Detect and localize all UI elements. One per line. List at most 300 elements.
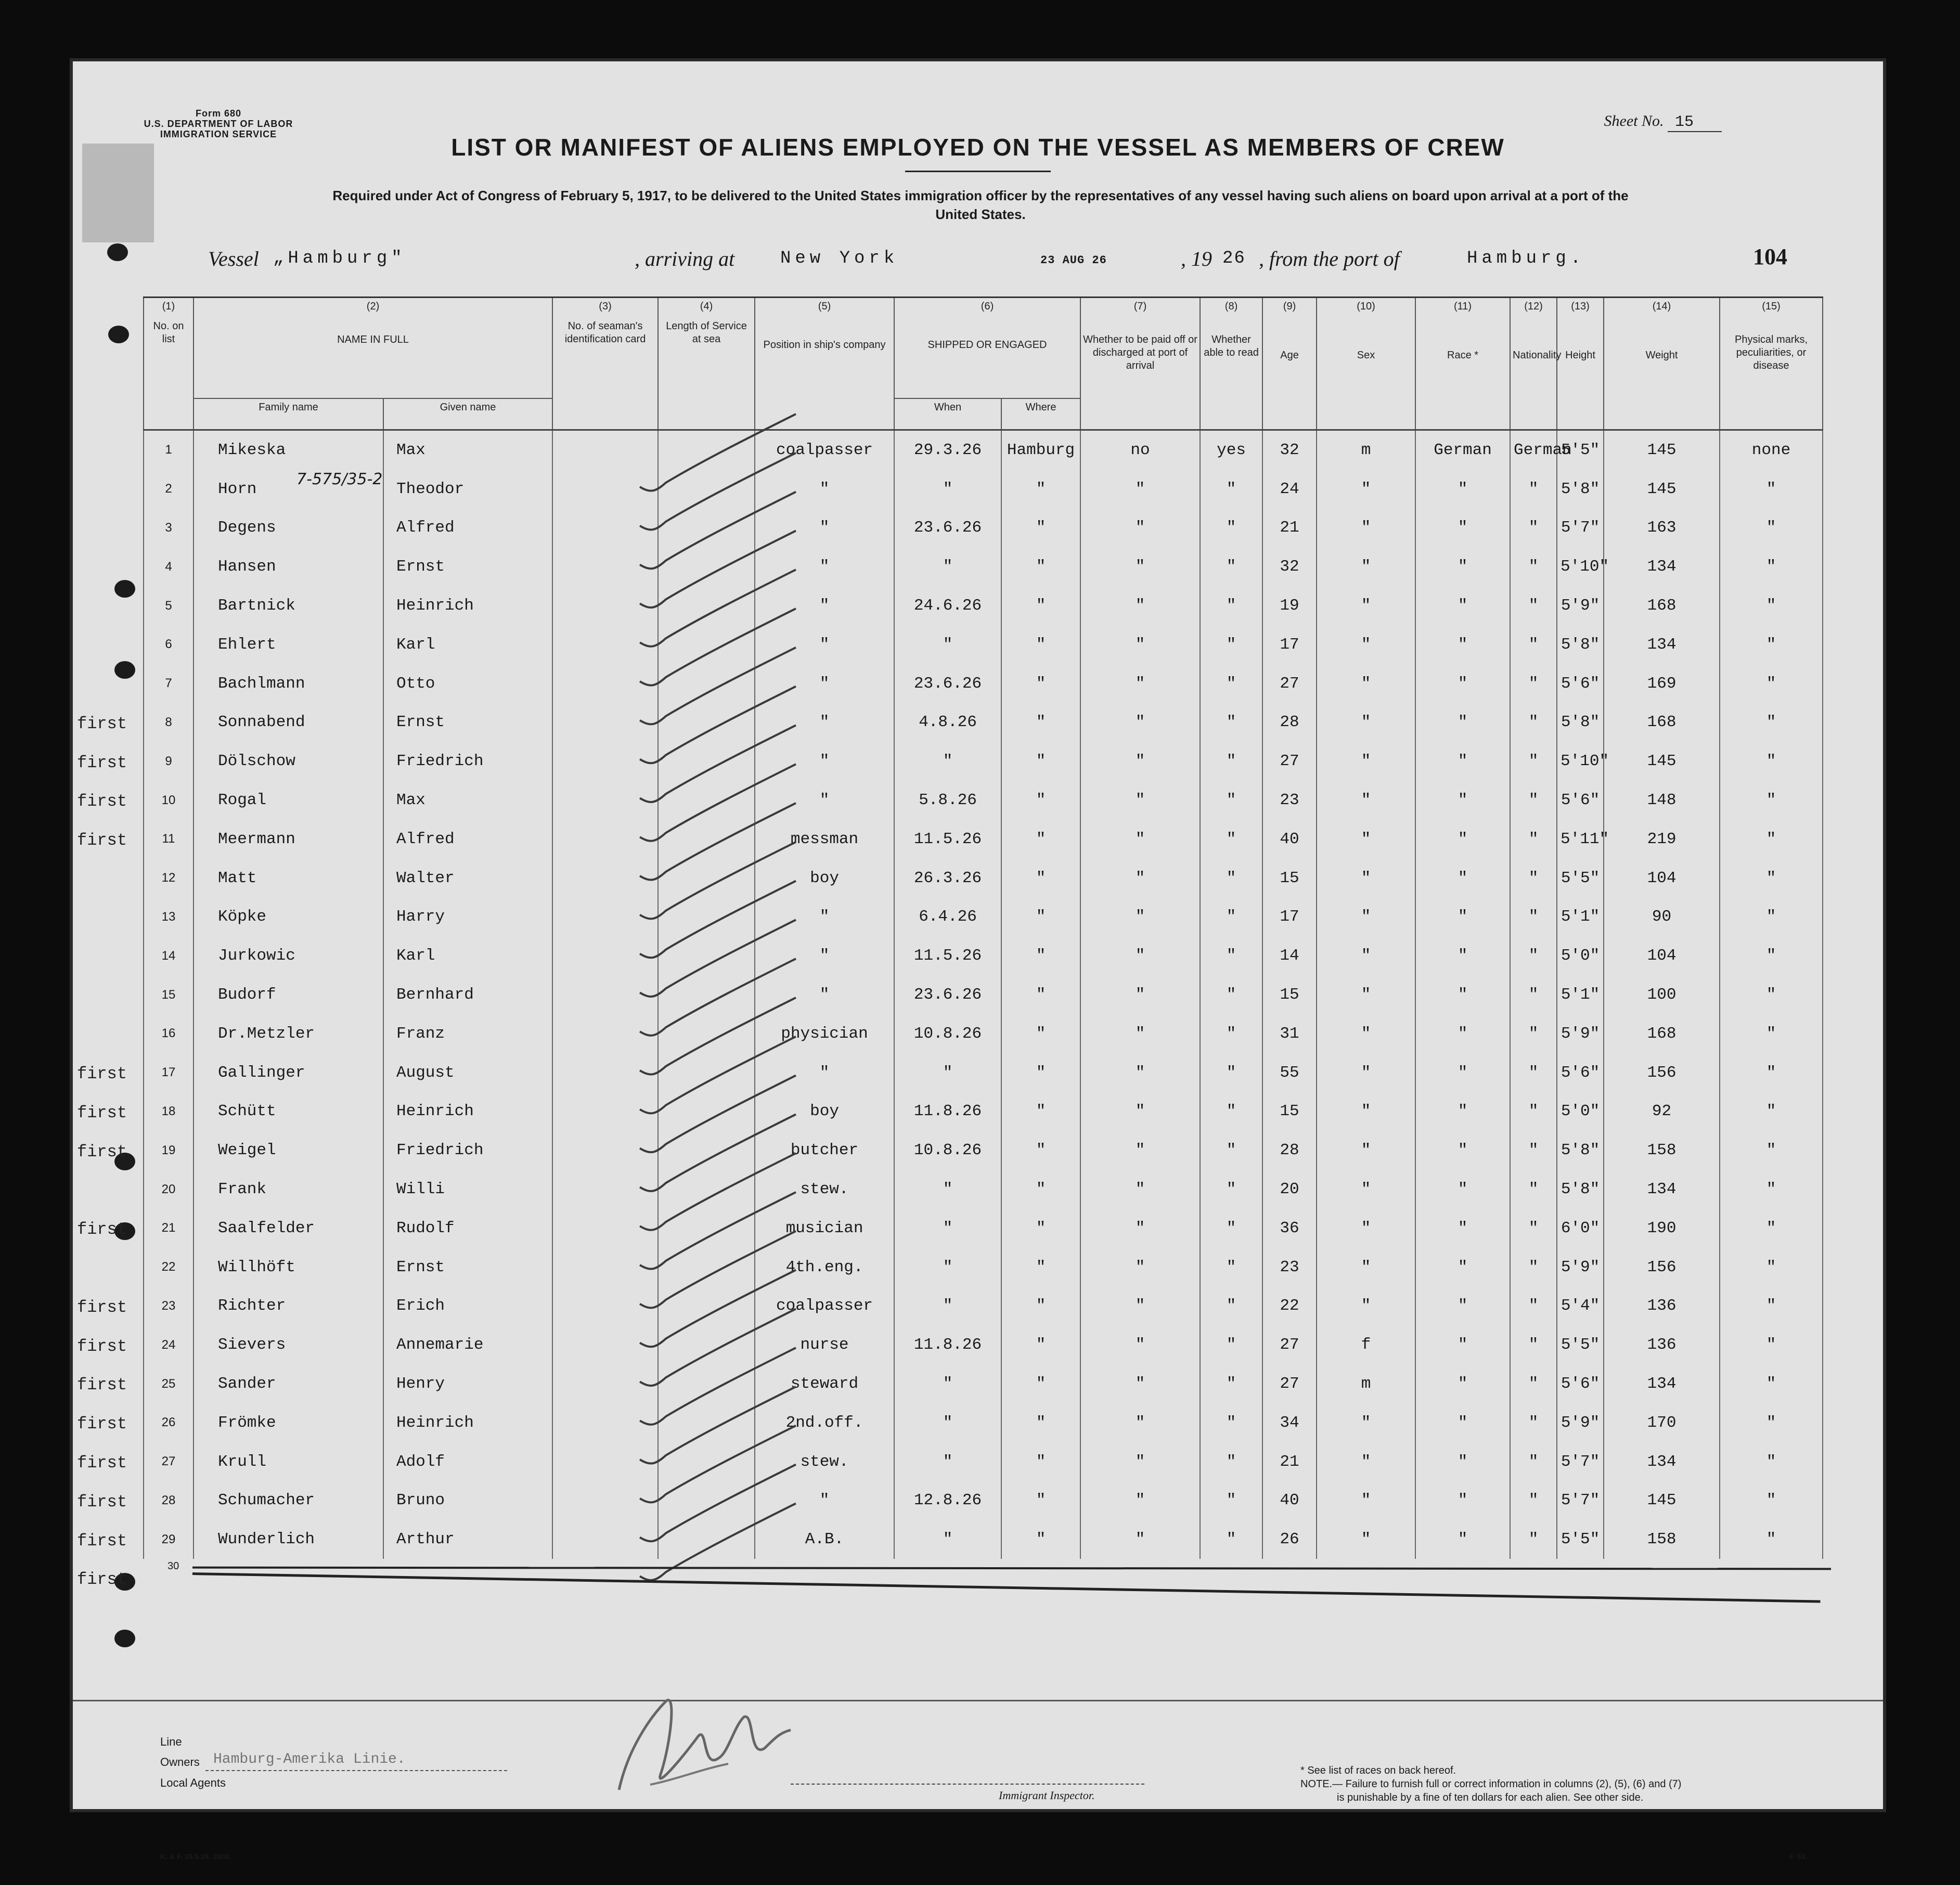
col-14-number: (14) (1604, 298, 1720, 318)
age-cell: 22 (1262, 1287, 1317, 1326)
height-cell: 5'6" (1557, 664, 1604, 703)
weight-cell: 100 (1604, 975, 1720, 1014)
physical-marks-cell: " (1720, 781, 1823, 820)
age-cell: 17 (1262, 898, 1317, 937)
shipped-when-cell: " (894, 1209, 1001, 1248)
position-cell: stew. (755, 1442, 894, 1481)
able-read-cell: " (1200, 1287, 1262, 1326)
position-cell: coalpasser (755, 430, 894, 470)
sex-cell: " (1317, 509, 1415, 548)
shipped-when-cell: " (894, 1053, 1001, 1092)
able-read-cell: " (1200, 859, 1262, 898)
position-cell: steward (755, 1364, 894, 1403)
footnote (1300, 1764, 1681, 1804)
able-read-cell: " (1200, 625, 1262, 664)
header-sex: Sex (1317, 318, 1415, 430)
age-cell: 23 (1262, 781, 1317, 820)
nationality-cell: German (1510, 430, 1557, 470)
weight-cell: 169 (1604, 664, 1720, 703)
age-cell: 27 (1262, 664, 1317, 703)
header-no-on-list: No. on list (144, 318, 194, 430)
physical-marks-cell: " (1720, 664, 1823, 703)
weight-cell: 134 (1604, 625, 1720, 664)
nationality-cell: " (1510, 1131, 1557, 1170)
punch-hole (114, 661, 135, 679)
paid-off-cell: " (1080, 625, 1200, 664)
family-name-cell: Schütt (194, 1092, 383, 1131)
row-number: 12 (144, 859, 194, 898)
table-row (144, 430, 1823, 470)
sex-cell: " (1317, 1287, 1415, 1326)
height-cell: 5'7" (1557, 1481, 1604, 1520)
sex-cell: " (1317, 1092, 1415, 1131)
sex-cell: m (1317, 1364, 1415, 1403)
check-mark (640, 1114, 796, 1191)
form-code: F. 53. (1789, 1852, 1808, 1861)
table-row (144, 586, 1823, 625)
row-number: 9 (144, 742, 194, 781)
shipped-when-cell: " (894, 625, 1001, 664)
paid-off-cell: " (1080, 703, 1200, 742)
nationality-cell: " (1510, 1014, 1557, 1053)
arrival-date-stamp: 23 AUG 26 (1040, 254, 1107, 267)
nationality-cell: " (1510, 1442, 1557, 1481)
sex-cell: " (1317, 898, 1415, 937)
position-cell: A.B. (755, 1520, 894, 1559)
table-row (144, 1442, 1823, 1481)
paid-off-cell: " (1080, 898, 1200, 937)
row-number: 2 (144, 470, 194, 509)
table-row (144, 1248, 1823, 1287)
age-cell: 36 (1262, 1209, 1317, 1248)
shipped-where-cell: " (1001, 1209, 1080, 1248)
weight-cell: 134 (1604, 547, 1720, 586)
age-cell: 55 (1262, 1053, 1317, 1092)
header-shipped-engaged: SHIPPED OR ENGAGED (894, 318, 1080, 398)
weight-cell: 104 (1604, 859, 1720, 898)
shipped-where-cell: " (1001, 975, 1080, 1014)
margin-note-first: first (77, 1492, 127, 1512)
shipped-where-cell: " (1001, 625, 1080, 664)
family-name-cell: Gallinger (194, 1053, 383, 1092)
age-cell: 15 (1262, 975, 1317, 1014)
age-cell: 26 (1262, 1520, 1317, 1559)
family-name-cell: Mikeska (194, 430, 383, 470)
height-cell: 5'7" (1557, 509, 1604, 548)
position-cell: " (755, 1481, 894, 1520)
row-number: 20 (144, 1170, 194, 1209)
shipped-when-cell: " (894, 1520, 1001, 1559)
race-cell: " (1415, 975, 1510, 1014)
shipped-when-cell: 5.8.26 (894, 781, 1001, 820)
able-read-cell: " (1200, 1248, 1262, 1287)
height-cell: 5'1" (1557, 898, 1604, 937)
paid-off-cell: " (1080, 1520, 1200, 1559)
weight-cell: 219 (1604, 820, 1720, 859)
punch-hole (107, 243, 128, 261)
check-mark (640, 998, 796, 1075)
paid-off-cell: " (1080, 1481, 1200, 1520)
shipped-when-cell: " (894, 1442, 1001, 1481)
sex-cell: " (1317, 1209, 1415, 1248)
weight-cell: 158 (1604, 1131, 1720, 1170)
header-physical-marks: Physical marks, peculiarities, or disease (1720, 318, 1823, 430)
paid-off-cell: " (1080, 470, 1200, 509)
row-number: 1 (144, 430, 194, 470)
shipped-when-cell: 10.8.26 (894, 1131, 1001, 1170)
height-cell: 5'11" (1557, 820, 1604, 859)
position-cell: boy (755, 1092, 894, 1131)
margin-note-first: first (77, 1142, 127, 1161)
table-row (144, 1092, 1823, 1131)
family-name-cell: Willhöft (194, 1248, 383, 1287)
race-cell: " (1415, 586, 1510, 625)
sex-cell: f (1317, 1325, 1415, 1364)
able-read-cell: " (1200, 975, 1262, 1014)
row-number: 14 (144, 936, 194, 975)
header-name-in-full: NAME IN FULL (194, 318, 552, 398)
height-cell: 5'10" (1557, 547, 1604, 586)
table-row (144, 1287, 1823, 1326)
col-15-number: (15) (1720, 298, 1823, 318)
age-cell: 15 (1262, 1092, 1317, 1131)
shipped-where-cell: " (1001, 1481, 1080, 1520)
table-row (144, 1053, 1823, 1092)
row-number: 15 (144, 975, 194, 1014)
margin-note-first: first (77, 1414, 127, 1434)
nationality-cell: " (1510, 625, 1557, 664)
height-cell: 5'5" (1557, 859, 1604, 898)
check-mark (640, 531, 796, 608)
row-number: 5 (144, 586, 194, 625)
paid-off-cell: " (1080, 664, 1200, 703)
cancel-line (192, 1572, 1821, 1603)
arriving-label: , arriving at (635, 247, 735, 270)
row-number: 29 (144, 1520, 194, 1559)
able-read-cell: " (1200, 1364, 1262, 1403)
col-12-number: (12) (1510, 298, 1557, 318)
shipped-when-cell: 11.5.26 (894, 820, 1001, 859)
given-name-cell: Karl (383, 625, 552, 664)
manifest-sheet (73, 61, 1883, 1861)
paid-off-cell: " (1080, 820, 1200, 859)
header-weight: Weight (1604, 318, 1720, 430)
shipped-where-cell: " (1001, 1131, 1080, 1170)
family-name-cell: Ehlert (194, 625, 383, 664)
table-row (144, 547, 1823, 586)
weight-cell: 145 (1604, 470, 1720, 509)
local-agents-label: Local Agents (160, 1776, 226, 1789)
shipped-when-cell: " (894, 1170, 1001, 1209)
col-8-number: (8) (1200, 298, 1262, 318)
race-cell: " (1415, 936, 1510, 975)
check-mark (640, 1348, 796, 1425)
given-name-cell: Max (383, 430, 552, 470)
paid-off-cell: " (1080, 1170, 1200, 1209)
weight-cell: 190 (1604, 1209, 1720, 1248)
age-cell: 14 (1262, 936, 1317, 975)
height-cell: 5'6" (1557, 1053, 1604, 1092)
department-name: U.S. DEPARTMENT OF LABOR (144, 119, 293, 129)
shipped-when-cell: " (894, 547, 1001, 586)
nationality-cell: " (1510, 509, 1557, 548)
given-name-cell: Bernhard (383, 975, 552, 1014)
position-cell: " (755, 742, 894, 781)
family-name-cell: Sievers (194, 1325, 383, 1364)
given-name-cell: Franz (383, 1014, 552, 1053)
table-row (144, 703, 1823, 742)
margin-note-first: first (77, 1570, 127, 1590)
weight-cell: 156 (1604, 1248, 1720, 1287)
nationality-cell: " (1510, 859, 1557, 898)
race-cell: " (1415, 1442, 1510, 1481)
race-cell: " (1415, 1248, 1510, 1287)
weight-cell: 92 (1604, 1092, 1720, 1131)
header-id-card: No. of seaman's identification card (552, 318, 658, 430)
paid-off-cell: no (1080, 430, 1200, 470)
able-read-cell: " (1200, 1131, 1262, 1170)
sheet-number-value: 15 (1668, 113, 1722, 132)
position-cell: " (755, 1053, 894, 1092)
physical-marks-cell: " (1720, 1442, 1823, 1481)
check-mark (640, 1270, 796, 1347)
position-cell: " (755, 586, 894, 625)
able-read-cell: " (1200, 1520, 1262, 1559)
shipped-where-cell: " (1001, 859, 1080, 898)
check-mark (640, 1309, 796, 1386)
shipped-where-cell: " (1001, 1287, 1080, 1326)
sex-cell: " (1317, 1170, 1415, 1209)
able-read-cell: " (1200, 936, 1262, 975)
shipped-when-cell: 12.8.26 (894, 1481, 1001, 1520)
header-nationality: Nationality (1510, 318, 1557, 430)
shipped-when-cell: " (894, 1287, 1001, 1326)
closing-line (192, 1567, 1831, 1570)
given-name-cell: Heinrich (383, 586, 552, 625)
able-read-cell: " (1200, 703, 1262, 742)
nationality-cell: " (1510, 1209, 1557, 1248)
position-cell: physician (755, 1014, 894, 1053)
nationality-cell: " (1510, 1481, 1557, 1520)
able-read-cell: " (1200, 1209, 1262, 1248)
shipped-where-cell: " (1001, 586, 1080, 625)
weight-cell: 168 (1604, 703, 1720, 742)
table-row (144, 936, 1823, 975)
position-cell: stew. (755, 1170, 894, 1209)
family-name-cell: Bartnick (194, 586, 383, 625)
shipped-when-cell: 11.5.26 (894, 936, 1001, 975)
col-7-number: (7) (1080, 298, 1200, 318)
able-read-cell: " (1200, 1014, 1262, 1053)
sex-cell: m (1317, 430, 1415, 470)
position-cell: 4th.eng. (755, 1248, 894, 1287)
sex-cell: " (1317, 1481, 1415, 1520)
margin-note-first: first (77, 1336, 127, 1356)
row-number: 27 (144, 1442, 194, 1481)
race-cell: " (1415, 1481, 1510, 1520)
sex-cell: " (1317, 625, 1415, 664)
height-cell: 5'6" (1557, 1364, 1604, 1403)
margin-note-first: first (77, 753, 127, 772)
height-cell: 5'5" (1557, 1520, 1604, 1559)
position-cell: " (755, 936, 894, 975)
physical-marks-cell: " (1720, 742, 1823, 781)
margin-note-first: first (77, 1103, 127, 1122)
check-mark (640, 959, 796, 1036)
shipped-when-cell: " (894, 1364, 1001, 1403)
race-cell: " (1415, 664, 1510, 703)
given-name-cell: Willi (383, 1170, 552, 1209)
departure-port: Hamburg. (1467, 249, 1585, 268)
table-row (144, 664, 1823, 703)
margin-note-first: first (77, 1453, 127, 1473)
height-cell: 5'8" (1557, 625, 1604, 664)
shipped-where-cell: " (1001, 1092, 1080, 1131)
able-read-cell: " (1200, 1053, 1262, 1092)
sheet-number-label: Sheet No. (1604, 112, 1664, 130)
check-mark (640, 648, 796, 725)
given-name-cell: Ernst (383, 703, 552, 742)
shipped-when-cell: " (894, 1403, 1001, 1442)
col-10-number: (10) (1317, 298, 1415, 318)
row-number: 23 (144, 1287, 194, 1326)
able-read-cell: " (1200, 1325, 1262, 1364)
given-name-cell: Otto (383, 664, 552, 703)
paid-off-cell: " (1080, 1092, 1200, 1131)
table-row (144, 820, 1823, 859)
shipped-where-cell: " (1001, 1170, 1080, 1209)
sex-cell: " (1317, 859, 1415, 898)
paid-off-cell: " (1080, 781, 1200, 820)
document-number: 104 (1753, 244, 1787, 269)
race-cell: " (1415, 1325, 1510, 1364)
nationality-cell: " (1510, 547, 1557, 586)
header-position: Position in ship's company (755, 318, 894, 430)
position-cell: " (755, 703, 894, 742)
age-cell: 17 (1262, 625, 1317, 664)
race-cell: " (1415, 742, 1510, 781)
physical-marks-cell: " (1720, 586, 1823, 625)
nationality-cell: " (1510, 586, 1557, 625)
row-number: 3 (144, 509, 194, 548)
check-mark (640, 414, 796, 491)
paid-off-cell: " (1080, 1442, 1200, 1481)
family-name-cell: Frömke (194, 1403, 383, 1442)
table-row (144, 1131, 1823, 1170)
sex-cell: " (1317, 742, 1415, 781)
shipped-when-cell: " (894, 742, 1001, 781)
check-mark (640, 453, 796, 530)
physical-marks-cell: " (1720, 509, 1823, 548)
nationality-cell: " (1510, 975, 1557, 1014)
row-number: 7 (144, 664, 194, 703)
sex-cell: " (1317, 664, 1415, 703)
given-name-cell: Friedrich (383, 742, 552, 781)
row-number: 26 (144, 1403, 194, 1442)
shipped-when-cell: 11.8.26 (894, 1325, 1001, 1364)
able-read-cell: " (1200, 586, 1262, 625)
weight-cell: 170 (1604, 1403, 1720, 1442)
position-cell: coalpasser (755, 1287, 894, 1326)
physical-marks-cell: " (1720, 859, 1823, 898)
row-number: 8 (144, 703, 194, 742)
race-cell: " (1415, 1014, 1510, 1053)
family-name-cell: Meermann (194, 820, 383, 859)
age-cell: 28 (1262, 1131, 1317, 1170)
family-name-cell: Hansen (194, 547, 383, 586)
check-mark (640, 920, 796, 997)
family-name-cell: Dr.Metzler (194, 1014, 383, 1053)
inspector-signature-line (791, 1784, 1144, 1785)
paid-off-cell: " (1080, 586, 1200, 625)
col-13-number: (13) (1557, 298, 1604, 318)
shipped-when-cell: 10.8.26 (894, 1014, 1001, 1053)
shipped-when-cell: 4.8.26 (894, 703, 1001, 742)
family-name-cell: Krull (194, 1442, 383, 1481)
age-cell: 20 (1262, 1170, 1317, 1209)
weight-cell: 148 (1604, 781, 1720, 820)
table-row (144, 509, 1823, 548)
family-name-cell: Sander (194, 1364, 383, 1403)
row-number: 24 (144, 1325, 194, 1364)
margin-note-first: first (77, 714, 127, 733)
shipped-when-cell: 23.6.26 (894, 509, 1001, 548)
printer-code: K. & F. 25.5.26. 2000. (160, 1852, 231, 1861)
margin-note-first: first (77, 1297, 127, 1317)
shipped-where-cell: " (1001, 1364, 1080, 1403)
physical-marks-cell: " (1720, 1364, 1823, 1403)
check-mark (640, 881, 796, 958)
able-read-cell: " (1200, 1170, 1262, 1209)
col-6-number: (6) (894, 298, 1080, 318)
age-cell: 40 (1262, 1481, 1317, 1520)
check-mark (640, 1387, 796, 1464)
weight-cell: 104 (1604, 936, 1720, 975)
height-cell: 5'9" (1557, 1014, 1604, 1053)
nationality-cell: " (1510, 664, 1557, 703)
shipped-where-cell: " (1001, 820, 1080, 859)
row-number: 16 (144, 1014, 194, 1053)
family-name-cell: Rogal (194, 781, 383, 820)
sex-cell: " (1317, 586, 1415, 625)
height-cell: 5'9" (1557, 586, 1604, 625)
physical-marks-cell: " (1720, 1131, 1823, 1170)
weight-cell: 168 (1604, 586, 1720, 625)
family-name-cell: Richter (194, 1287, 383, 1326)
physical-marks-cell: " (1720, 936, 1823, 975)
margin-note-first: first (77, 1064, 127, 1083)
shipped-where-cell: " (1001, 1053, 1080, 1092)
shipped-where-cell: " (1001, 664, 1080, 703)
height-cell: 5'8" (1557, 703, 1604, 742)
given-name-cell: Ernst (383, 1248, 552, 1287)
weight-cell: 156 (1604, 1053, 1720, 1092)
footnote-fine: NOTE.— Failure to furnish full or correct information in columns (2), (5), (6) and (7) (1300, 1778, 1682, 1790)
age-cell: 15 (1262, 859, 1317, 898)
title-rule (905, 171, 1051, 172)
weight-cell: 168 (1604, 1014, 1720, 1053)
from-port-label: , from the port of (1259, 247, 1400, 270)
position-cell: musician (755, 1209, 894, 1248)
race-cell: " (1415, 509, 1510, 548)
shipped-when-cell: 11.8.26 (894, 1092, 1001, 1131)
physical-marks-cell: " (1720, 1053, 1823, 1092)
table-row (144, 898, 1823, 937)
age-cell: 27 (1262, 1325, 1317, 1364)
race-cell: " (1415, 703, 1510, 742)
race-cell: " (1415, 1170, 1510, 1209)
paid-off-cell: " (1080, 936, 1200, 975)
